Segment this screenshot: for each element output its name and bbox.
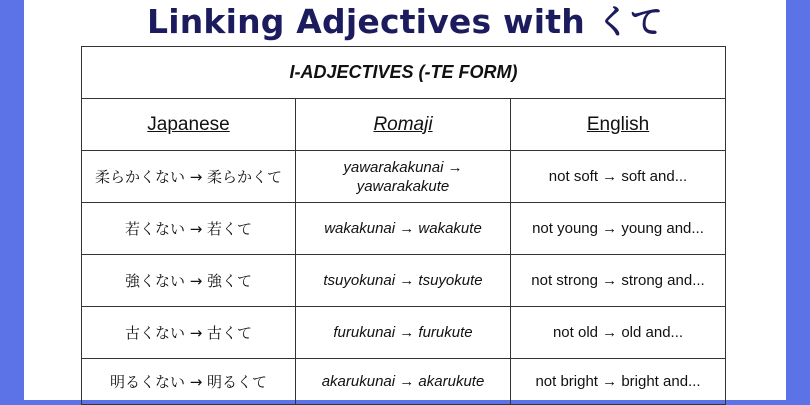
cell-english: not young → young and... <box>511 203 726 255</box>
cell-japanese: 古くない → 古くて <box>82 307 296 359</box>
header-english: English <box>511 99 726 151</box>
table-row <box>82 151 726 203</box>
cell-japanese: 若くない → 若くて <box>82 203 296 255</box>
cell-japanese: 明るくない → 明るくて <box>82 359 296 405</box>
cell-english: not strong → strong and... <box>511 255 726 307</box>
table-caption: I-ADJECTIVES (-TE FORM) <box>82 47 726 99</box>
adjectives-table <box>81 46 726 405</box>
page-title: Linking Adjectives with くて <box>147 2 663 41</box>
table-row <box>82 307 726 359</box>
table-row <box>82 359 726 405</box>
cell-english: not bright → bright and... <box>511 359 726 405</box>
table-row <box>82 255 726 307</box>
cell-japanese: 強くない → 強くて <box>82 255 296 307</box>
cell-romaji: akarukunai → akarukute <box>296 359 511 405</box>
table-row <box>82 203 726 255</box>
cell-romaji: tsuyokunai → tsuyokute <box>296 255 511 307</box>
cell-english: not old → old and... <box>511 307 726 359</box>
table-caption-row <box>82 47 726 99</box>
cell-romaji: yawarakakunai → yawarakakute <box>296 151 511 203</box>
header-japanese: Japanese <box>82 99 296 151</box>
cell-romaji: wakakunai → wakakute <box>296 203 511 255</box>
cell-romaji: furukunai → furukute <box>296 307 511 359</box>
header-romaji: Romaji <box>296 99 511 151</box>
table-header-row <box>82 99 726 151</box>
cell-english: not soft → soft and... <box>511 151 726 203</box>
cell-japanese: 柔らかくない → 柔らかくて <box>82 151 296 203</box>
